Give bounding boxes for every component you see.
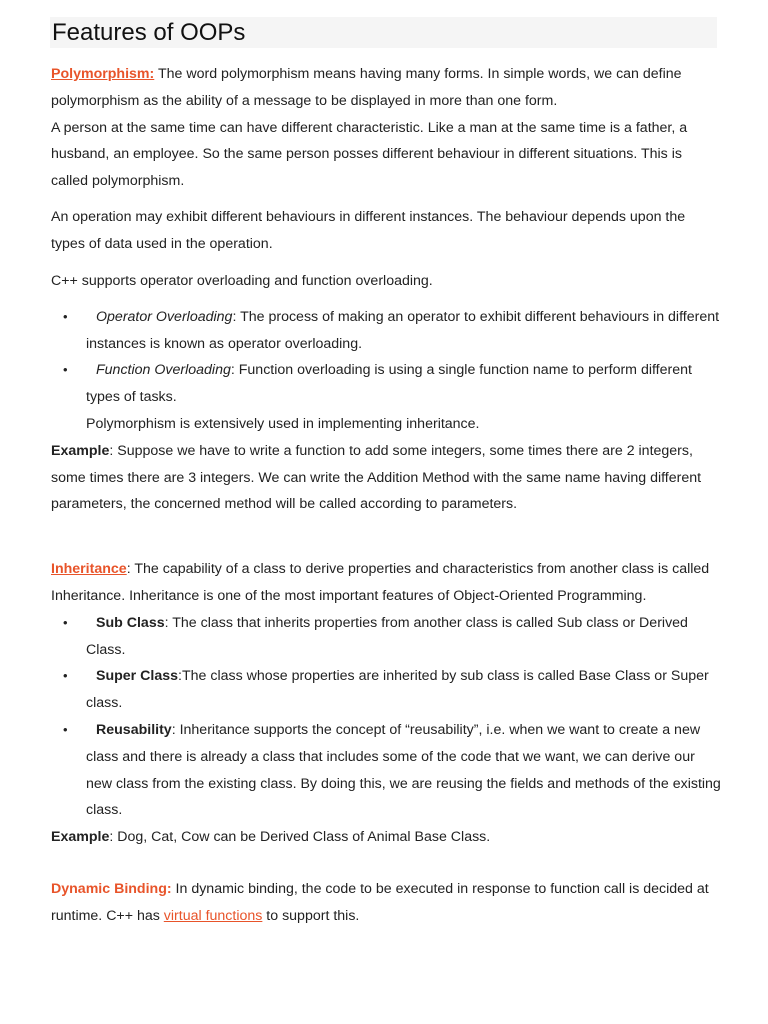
list-item <box>51 357 721 411</box>
dynamic-binding-term: Dynamic Binding: <box>51 881 172 898</box>
polymorphism-person-paragraph: A person at the same time can have different characteristic. Like a man at the same time is a father, a husband, an employee. So the same person posses different behaviour in different situations. This is called polymorphism. <box>51 119 688 190</box>
dynamic-binding-text: In dynamic binding, the code to be executed in response to function call is decided at runtime. C++ has <box>51 881 709 924</box>
dynamic-binding-paragraph <box>51 876 721 930</box>
function-overloading-label: Function Overloading <box>96 362 231 379</box>
example-label: Example <box>51 442 110 459</box>
operator-overloading-label: Operator Overloading <box>96 308 233 325</box>
super-class-text: :The class whose properties are inherited by sub class is called Base Class or Super class. <box>86 668 709 712</box>
polymorphism-intro <box>51 61 721 115</box>
inheritance-example <box>51 824 721 851</box>
reusability-label: Reusability <box>96 722 172 739</box>
operator-overloading-text: : The process of making an operator to exhibit different behaviours in different instances is known as operator overloading. <box>86 308 720 352</box>
bullet-icon: • <box>63 308 68 324</box>
list-item <box>51 304 721 358</box>
inheritance-term: Inheritance <box>51 561 127 578</box>
bullet-icon: • <box>63 362 68 378</box>
polymorphism-operation-paragraph: An operation may exhibit different behaviours in different instances. The behaviour depends upon the types of data used in the operation. <box>51 209 686 253</box>
virtual-functions-link[interactable]: virtual functions <box>163 907 263 924</box>
inheritance-intro-text: : The capability of a class to derive properties and characteristics from another class is called Inheritance. Inheritance is one of the most important features of Object-Oriented Programming. <box>51 561 710 605</box>
polymorphism-example <box>51 438 721 518</box>
bullet-icon: • <box>63 722 68 738</box>
bullet-icon: • <box>63 668 68 684</box>
list-item <box>51 663 721 717</box>
polymorphism-term: Polymorphism: <box>51 66 155 82</box>
article-body <box>51 61 721 930</box>
list-item <box>51 610 721 664</box>
function-overloading-text: : Function overloading is using a single function name to perform different types of tasks. <box>86 362 692 406</box>
example-label: Example <box>51 829 110 846</box>
cpp-support-paragraph: C++ supports operator overloading and function overloading. <box>51 272 433 289</box>
page-title: Features of OOPs <box>52 19 246 46</box>
overloading-list <box>51 304 721 411</box>
bullet-icon: • <box>63 614 68 630</box>
inheritance-list <box>51 610 721 824</box>
super-class-label: Super Class <box>96 668 179 685</box>
polymorphism-inheritance-note: Polymorphism is extensively used in implementing inheritance. <box>86 416 480 433</box>
polymorphism-intro-text: The word polymorphism means having many forms. In simple words, we can define polymorphism as the ability of a message to be displayed in more than one form. <box>51 66 682 109</box>
inheritance-intro <box>51 556 721 610</box>
sub-class-text: : The class that inherits properties from another class is called Sub class or Derived Class. <box>86 614 688 658</box>
sub-class-label: Sub Class <box>96 614 165 631</box>
list-item <box>51 717 721 824</box>
inheritance-example-text: : Dog, Cat, Cow can be Derived Class of Animal Base Class. <box>109 829 491 846</box>
reusability-text: : Inheritance supports the concept of “reusability”, i.e. when we want to create a new class and there is already a class that includes some of the code that we want, we can derive our new class from the existing class. By doing this, we are reusing the fields and methods of the existing class. <box>86 722 721 819</box>
polymorphism-example-text: : Suppose we have to write a function to add some integers, some times there are 2 integers, some times there are 3 integers. We can write the Addition Method with the same name having different parameters, the concerned method will be called according to parameters. <box>51 442 702 513</box>
dynamic-binding-text-end: to support this. <box>262 907 360 924</box>
